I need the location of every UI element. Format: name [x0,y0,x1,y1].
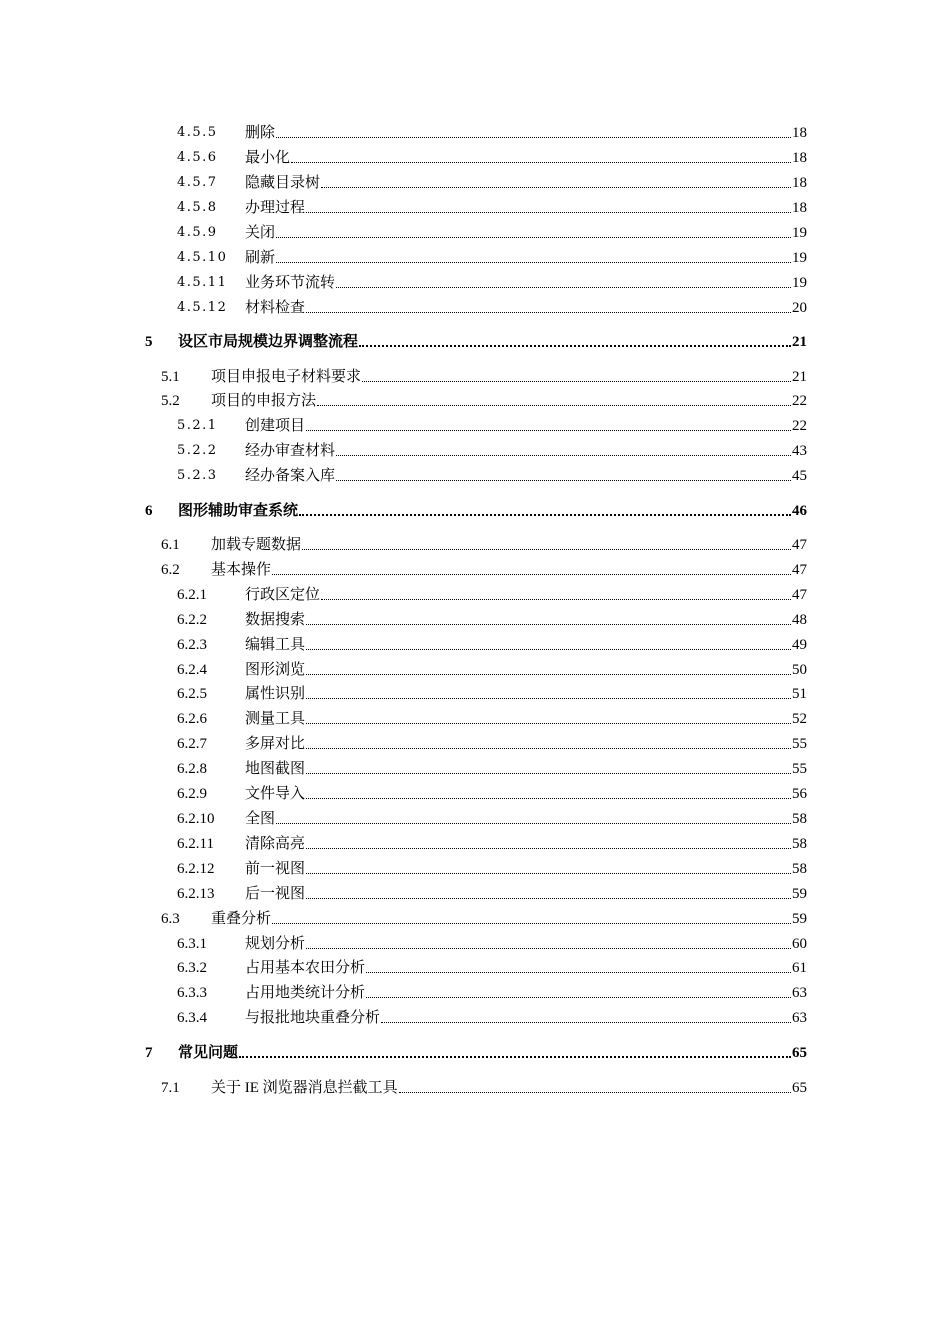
toc-leader-dots [362,381,791,382]
toc-entry-6-2-13[interactable] [177,881,807,903]
toc-entry-page: 58 [792,811,807,827]
toc-leader-dots [239,1056,791,1058]
toc-entry-title: 创建项目 [245,418,306,434]
toc-leader-dots [306,948,791,949]
toc-entry-6-3-2[interactable] [177,955,807,977]
toc-entry-number: 5.2.2 [177,443,218,458]
toc-entry-number: 6.3.1 [177,936,207,952]
toc-entry-6-2-7[interactable] [177,731,807,753]
toc-entry-number: 6 [145,503,153,519]
toc-entry-page: 51 [792,686,807,702]
toc-entry-number: 6.2.13 [177,886,215,902]
toc-entry-page: 43 [792,443,807,459]
toc-entry-number: 5.2.3 [177,468,218,483]
toc-entry-title: 清除高亮 [245,836,306,852]
toc-leader-dots [336,455,791,456]
toc-leader-dots [321,599,791,600]
toc-entry-page: 55 [792,736,807,752]
toc-entry-title: 加载专题数据 [211,537,302,553]
toc-entry-title: 办理过程 [245,200,306,216]
toc-leader-dots [276,237,791,238]
toc-leader-dots [306,798,791,799]
toc-entry-page: 59 [792,886,807,902]
toc-entry-title: 测量工具 [245,711,306,727]
toc-entry-number: 6.2 [161,562,180,578]
toc-leader-dots [276,137,791,138]
toc-entry-number: 6.3.4 [177,1010,207,1026]
toc-entry-title: 项目的申报方法 [211,393,317,409]
toc-entry-title: 占用基本农田分析 [245,960,366,976]
toc-entry-title: 删除 [245,125,276,141]
toc-entry-page: 22 [792,393,807,409]
toc-entry-page: 60 [792,936,807,952]
toc-entry-number: 4.5.8 [177,200,218,215]
toc-leader-dots [272,574,791,575]
toc-leader-dots [366,997,791,998]
toc-entry-title: 设区市局规模边界调整流程 [178,334,359,350]
toc-entry-title: 关于 IE 浏览器消息拦截工具 [211,1080,398,1096]
toc-entry-number: 6.3.2 [177,960,207,976]
toc-entry-number: 6.3.3 [177,985,207,1001]
toc-entry-6-3-1[interactable] [177,931,807,953]
toc-leader-dots [302,549,791,550]
toc-entry-6-2-2[interactable] [177,607,807,629]
toc-entry-6-2-1[interactable] [177,582,807,604]
toc-entry-page: 46 [792,503,807,519]
toc-entry-page: 48 [792,612,807,628]
toc-entry-page: 49 [792,637,807,653]
toc-entry-page: 19 [792,250,807,266]
toc-leader-dots [272,923,791,924]
toc-entry-page: 47 [792,562,807,578]
toc-entry-page: 19 [792,225,807,241]
toc-entry-4-5-9[interactable] [177,220,807,242]
toc-entry-page: 20 [792,300,807,316]
toc-entry-5-2[interactable] [161,388,807,410]
toc-entry-page: 18 [792,200,807,216]
toc-entry-title: 后一视图 [245,886,306,902]
toc-entry-number: 6.2.1 [177,587,207,603]
toc-entry-number: 5.2.1 [177,418,218,433]
toc-entry-6-3-3[interactable] [177,980,807,1002]
toc-entry-number: 6.2.12 [177,861,215,877]
toc-entry-page: 58 [792,861,807,877]
toc-entry-4-5-12[interactable] [177,295,807,317]
toc-entry-title: 经办审查材料 [245,443,336,459]
toc-entry-number: 4.5.11 [177,275,228,290]
toc-entry-5-2-2[interactable] [177,438,807,460]
toc-entry-title: 常见问题 [178,1045,239,1061]
toc-entry-page: 47 [792,537,807,553]
toc-entry-title: 数据搜索 [245,612,306,628]
toc-entry-number: 5.2 [161,393,180,409]
toc-entry-number: 4.5.5 [177,125,218,140]
toc-leader-dots [291,162,791,163]
toc-entry-title: 刷新 [245,250,276,266]
toc-leader-dots [306,873,791,874]
toc-entry-page: 63 [792,1010,807,1026]
toc-leader-dots [317,405,791,406]
toc-entry-page: 47 [792,587,807,603]
toc-leader-dots [366,972,791,973]
toc-entry-number: 6.1 [161,537,180,553]
toc-entry-number: 4.5.7 [177,175,218,190]
toc-entry-title: 业务环节流转 [245,275,336,291]
toc-entry-page: 65 [792,1045,807,1061]
toc-entry-number: 5 [145,334,153,350]
toc-entry-page: 18 [792,150,807,166]
toc-entry-number: 6.2.10 [177,811,215,827]
toc-leader-dots [306,748,791,749]
toc-leader-dots [306,674,791,675]
toc-entry-5[interactable] [145,329,807,351]
toc-entry-6-3[interactable] [161,906,807,928]
toc-entry-4-5-11[interactable] [177,270,807,292]
toc-entry-4-5-7[interactable] [177,170,807,192]
toc-leader-dots [299,514,791,516]
toc-entry-6-1[interactable] [161,532,807,554]
toc-entry-page: 21 [792,369,807,385]
toc-leader-dots [306,723,791,724]
toc-leader-dots [306,312,791,313]
toc-entry-title: 基本操作 [211,562,272,578]
toc-entry-title: 规划分析 [245,936,306,952]
toc-entry-6-2-6[interactable] [177,706,807,728]
toc-entry-title: 经办备案入库 [245,468,336,484]
toc-entry-page: 61 [792,960,807,976]
toc-leader-dots [381,1022,791,1023]
toc-entry-page: 22 [792,418,807,434]
toc-entry-number: 5.1 [161,369,180,385]
toc-entry-title: 地图截图 [245,761,306,777]
toc-entry-number: 6.2.7 [177,736,207,752]
toc-entry-number: 6.2.9 [177,786,207,802]
toc-entry-number: 6.2.2 [177,612,207,628]
toc-leader-dots [306,698,791,699]
toc-leader-dots [306,848,791,849]
toc-entry-number: 7.1 [161,1080,180,1096]
toc-entry-title: 多屏对比 [245,736,306,752]
toc-entry-number: 6.2.11 [177,836,214,852]
toc-entry-number: 6.2.8 [177,761,207,777]
toc-entry-title: 占用地类统计分析 [245,985,366,1001]
toc-entry-title: 关闭 [245,225,276,241]
toc-entry-title: 重叠分析 [211,911,272,927]
toc-entry-number: 4.5.9 [177,225,218,240]
toc-entry-6-3-4[interactable] [177,1005,807,1027]
toc-leader-dots [276,262,791,263]
toc-entry-page: 50 [792,662,807,678]
toc-entry-title: 前一视图 [245,861,306,877]
toc-entry-6-2-12[interactable] [177,856,807,878]
toc-entry-title: 文件导入 [245,786,306,802]
toc-entry-4-5-8[interactable] [177,195,807,217]
toc-entry-4-5-10[interactable] [177,245,807,267]
toc-entry-6-2-3[interactable] [177,632,807,654]
toc-entry-page: 58 [792,836,807,852]
toc-entry-title: 编辑工具 [245,637,306,653]
toc-entry-number: 4.5.6 [177,150,218,165]
toc-entry-6-2-9[interactable] [177,781,807,803]
toc-entry-title: 隐藏目录树 [245,175,321,191]
toc-entry-6-2-5[interactable] [177,681,807,703]
toc-entry-number: 6.2.5 [177,686,207,702]
toc-entry-6-2-10[interactable] [177,806,807,828]
toc-leader-dots [336,480,791,481]
toc-entry-page: 59 [792,911,807,927]
toc-entry-title: 图形辅助审查系统 [178,503,299,519]
toc-leader-dots [321,187,791,188]
toc-entry-page: 45 [792,468,807,484]
toc-leader-dots [306,649,791,650]
toc-entry-7-1[interactable] [161,1075,807,1097]
toc-leader-dots [306,773,791,774]
toc-entry-number: 6.2.6 [177,711,207,727]
toc-entry-title: 与报批地块重叠分析 [245,1010,381,1026]
toc-entry-5-2-1[interactable] [177,413,807,435]
toc-entry-page: 52 [792,711,807,727]
toc-leader-dots [306,430,791,431]
toc-entry-4-5-5[interactable] [177,120,807,142]
toc-entry-title: 全图 [245,811,276,827]
toc-entry-7[interactable] [145,1040,807,1062]
toc-entry-page: 18 [792,175,807,191]
toc-entry-page: 18 [792,125,807,141]
toc-entry-title: 行政区定位 [245,587,321,603]
toc-entry-title: 图形浏览 [245,662,306,678]
toc-entry-number: 6.2.4 [177,662,207,678]
toc-entry-number: 4.5.12 [177,300,228,315]
toc-entry-number: 4.5.10 [177,250,228,265]
toc-leader-dots [306,212,791,213]
toc-entry-number: 7 [145,1045,153,1061]
toc-entry-page: 56 [792,786,807,802]
toc-entry-6[interactable] [145,498,807,520]
toc-entry-6-2-4[interactable] [177,657,807,679]
toc-entry-5-2-3[interactable] [177,463,807,485]
toc-entry-title: 属性识别 [245,686,306,702]
toc-entry-page: 21 [792,334,807,350]
toc-entry-6-2-11[interactable] [177,831,807,853]
toc-entry-title: 材料检查 [245,300,306,316]
toc-leader-dots [306,898,791,899]
toc-entry-6-2-8[interactable] [177,756,807,778]
toc-entry-4-5-6[interactable] [177,145,807,167]
toc-entry-page: 63 [792,985,807,1001]
toc-leader-dots [336,287,791,288]
toc-entry-number: 6.2.3 [177,637,207,653]
toc-entry-page: 65 [792,1080,807,1096]
toc-entry-page: 19 [792,275,807,291]
toc-entry-page: 55 [792,761,807,777]
toc-entry-5-1[interactable] [161,364,807,386]
toc-entry-6-2[interactable] [161,557,807,579]
toc-leader-dots [276,823,791,824]
toc-entry-number: 6.3 [161,911,180,927]
toc-leader-dots [359,345,791,347]
toc-leader-dots [306,624,791,625]
toc-entry-title: 项目申报电子材料要求 [211,369,362,385]
toc-leader-dots [399,1092,791,1093]
toc-entry-title: 最小化 [245,150,291,166]
